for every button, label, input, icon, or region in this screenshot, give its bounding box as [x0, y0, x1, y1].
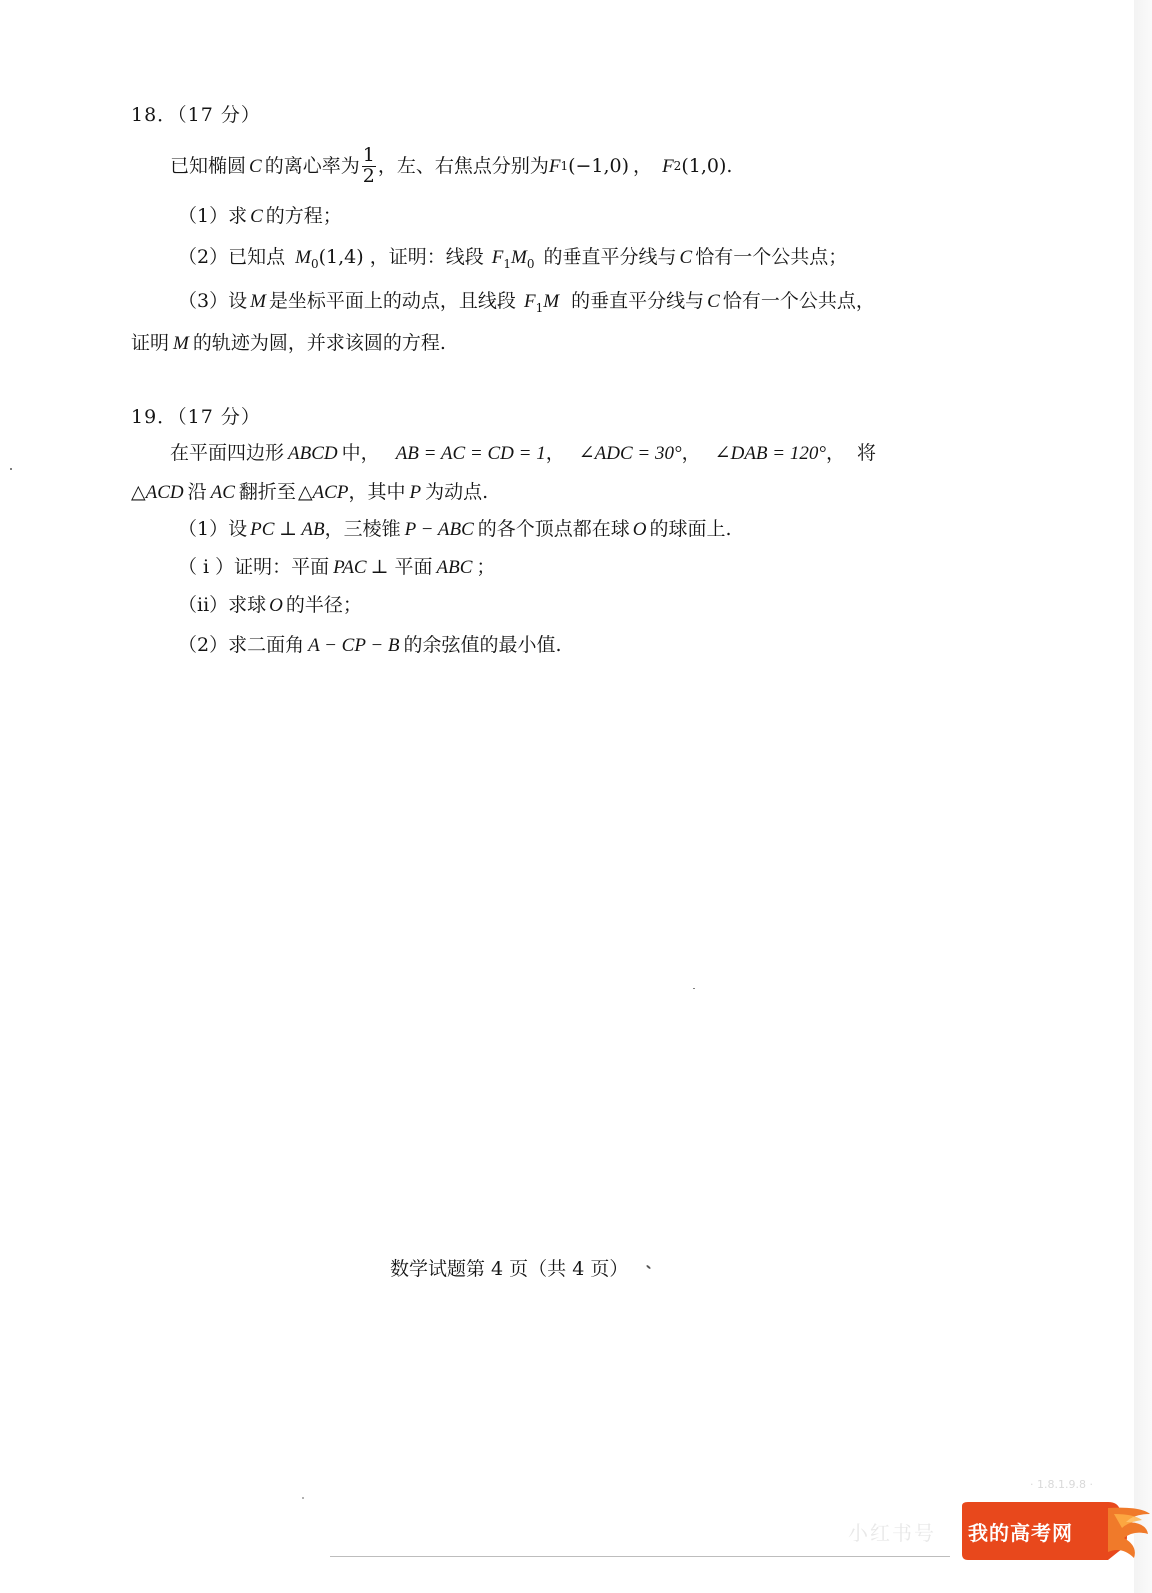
- q19-stem-line1: 在平面四边形 ABCD 中， AB = AC = CD = 1， ∠ADC = 30°， ∠DAB = 120°， 将: [170, 442, 877, 464]
- watermark-faint-small: · 1.8.1.9.8 ·: [1030, 1478, 1093, 1491]
- fraction-one-half: $\frac{1}{2}$: [362, 143, 375, 187]
- q19-part1-i: （ i ）证明：平面 PAC ⊥ 平面 ABC ；: [178, 556, 496, 578]
- scan-page-edge: [1134, 0, 1152, 1593]
- scan-speck: [693, 988, 695, 989]
- scan-speck: [302, 1497, 304, 1499]
- q18-header: 18．（17 分）: [131, 104, 261, 126]
- q19-part1: （1）设 PC ⊥ AB，三棱锥 P − ABC 的各个顶点都在球 O 的球面上.: [178, 518, 732, 540]
- q18-part2: （2）已知点 $M_0(1,4)$ ，证明：线段 $F_1M_0$ 的垂直平分线与 C 恰有一个公共点；: [178, 246, 848, 271]
- q18-part3-line1: （3）设 M 是坐标平面上的动点，且线段 $F_1M$ 的垂直平分线与 C 恰有一个公共点，: [178, 290, 875, 315]
- watermark-faint-text: 小红书号: [848, 1521, 936, 1545]
- scan-speck: [10, 468, 12, 470]
- scan-bottom-rule: [330, 1556, 950, 1557]
- q18-part1: （1）求 C 的方程；: [178, 205, 342, 227]
- q18-stem: 已知椭圆 C 的离心率为 $\frac{1}{2}$ ，左、右焦点分别为 F 1 (−1,0) ， F 2 (1,0) .: [170, 143, 733, 187]
- q19-part2: （2）求二面角 A − CP − B 的余弦值的最小值.: [178, 634, 562, 656]
- q19-part1-ii: （ii）求球 O 的半径；: [178, 594, 362, 616]
- q19-stem-line2: △ACD 沿 AC 翻折至 △ACP，其中 P 为动点.: [131, 481, 489, 503]
- q19-header: 19．（17 分）: [131, 406, 261, 428]
- q18-part3-line2: 证明 M 的轨迹为圆，并求该圆的方程.: [131, 332, 446, 354]
- site-logo-text: 我的高考网: [968, 1521, 1073, 1545]
- scan-speck: [646, 1265, 651, 1270]
- page-footer: 数学试题第 4 页（共 4 页）: [390, 1258, 629, 1280]
